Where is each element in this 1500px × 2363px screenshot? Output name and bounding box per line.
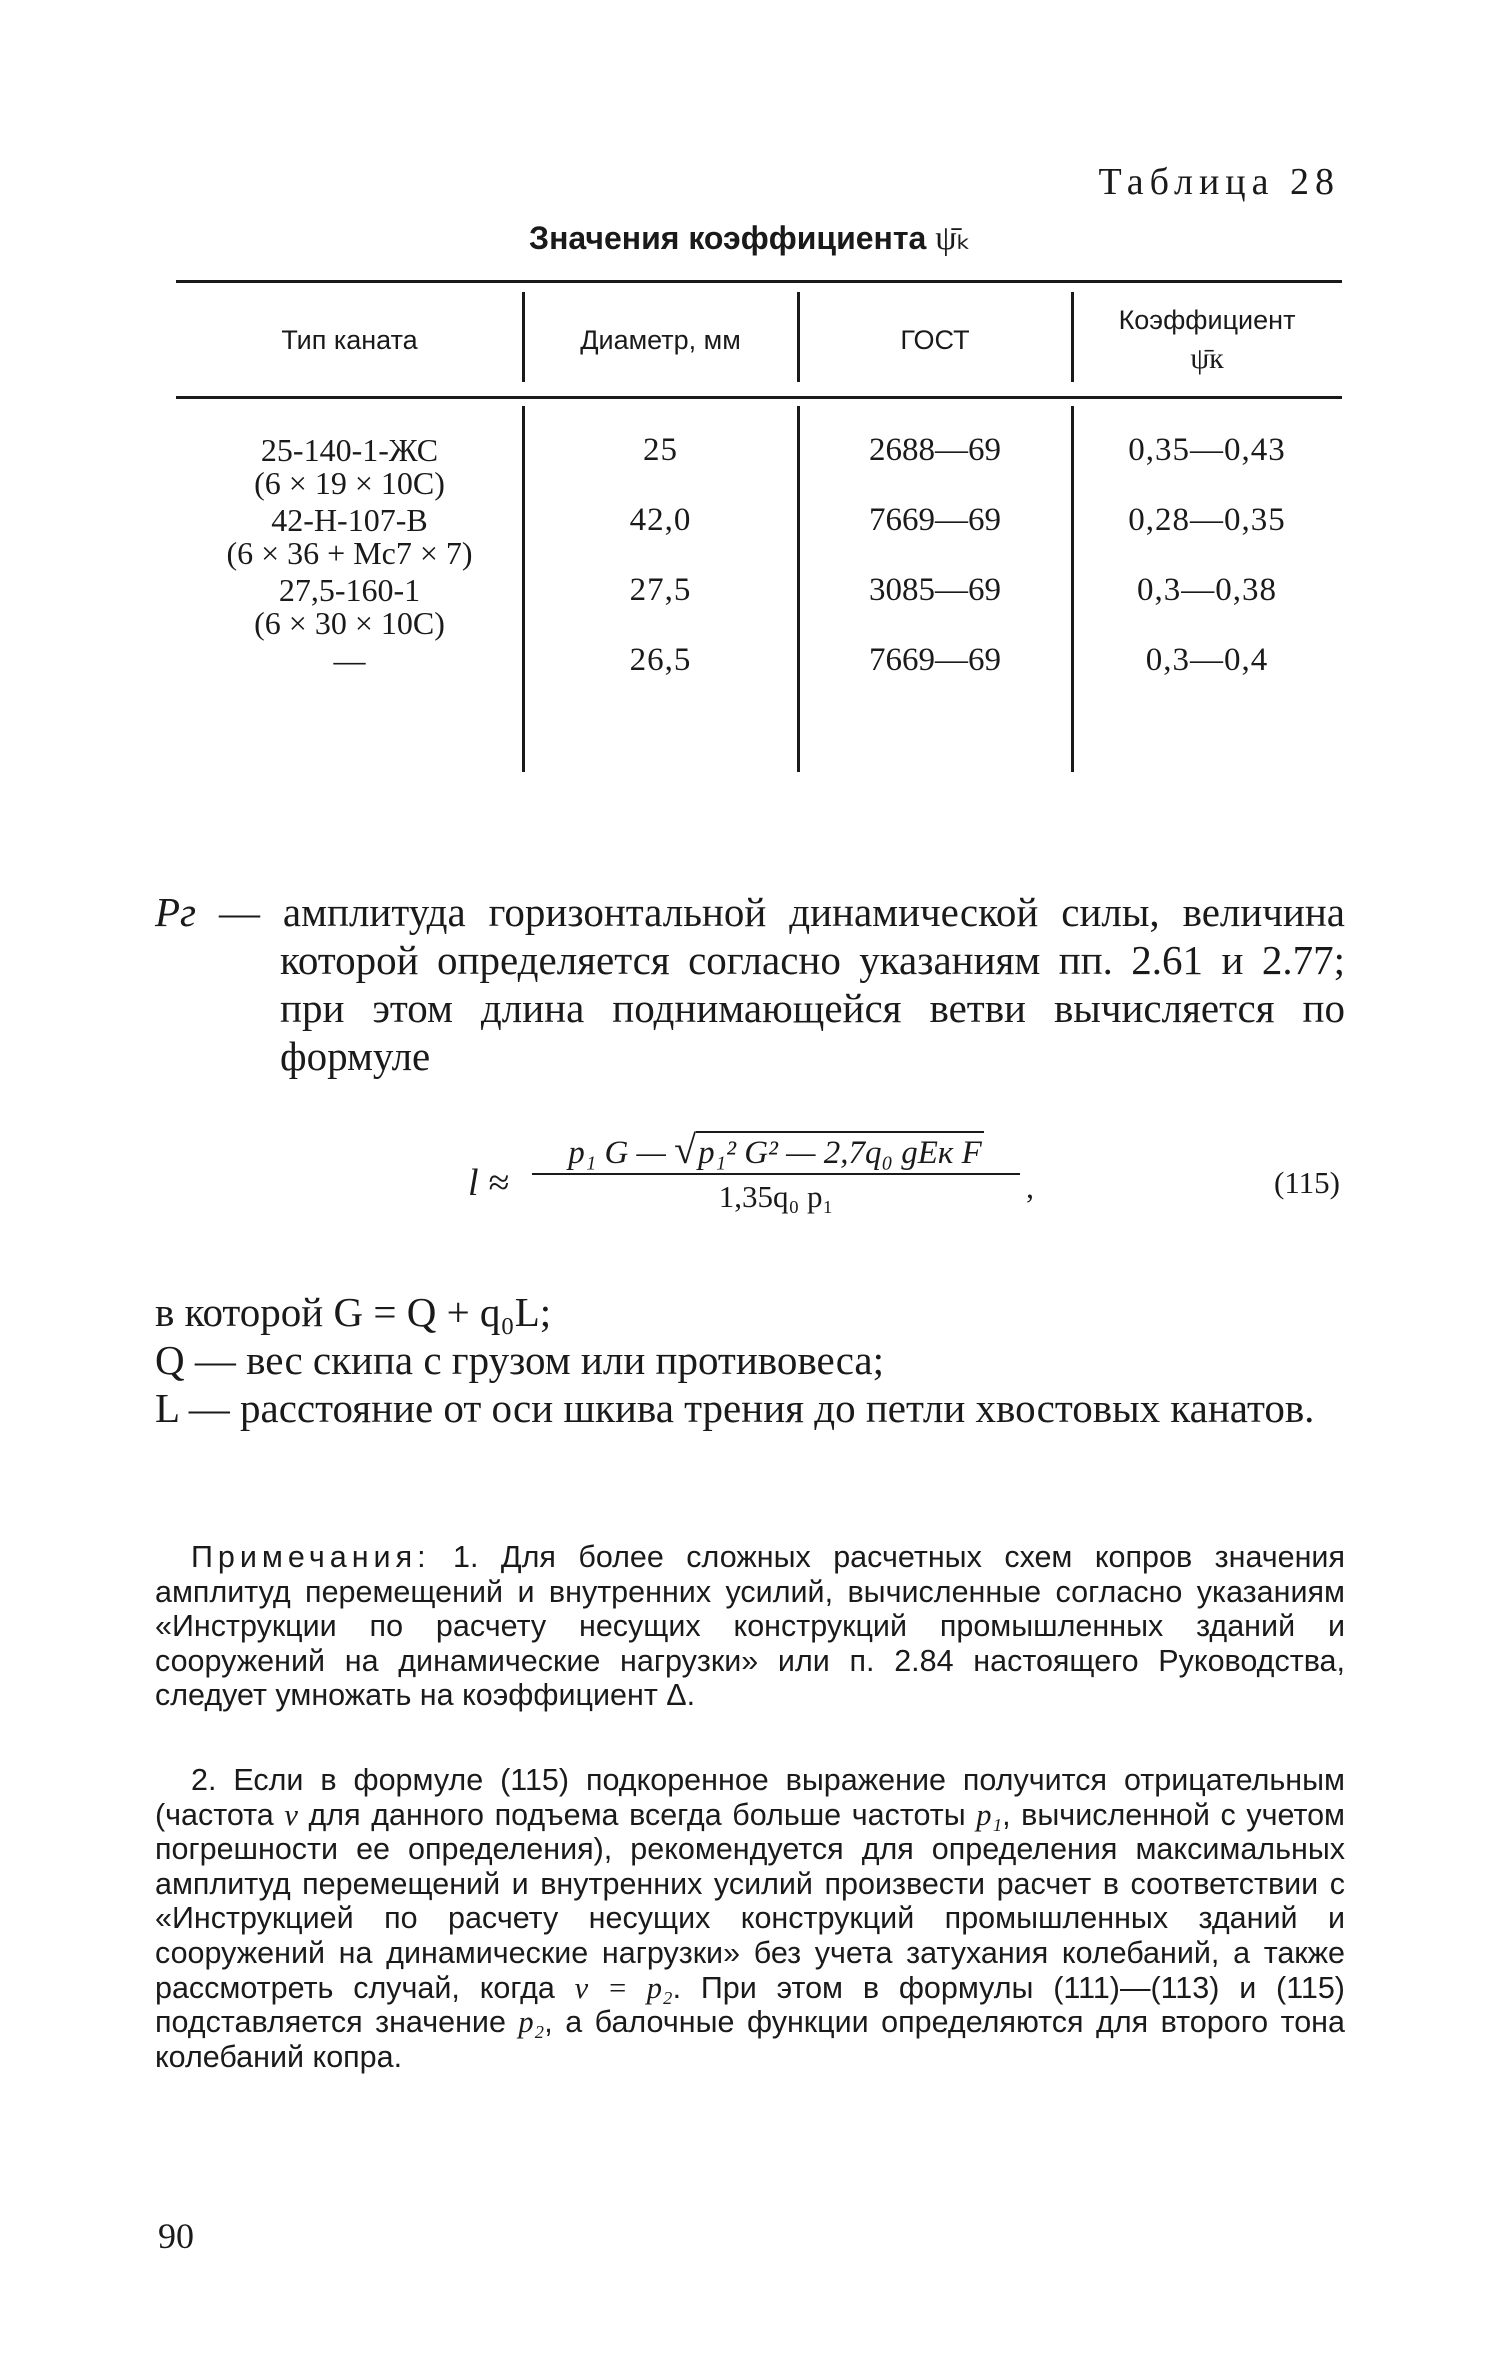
formula-definitions (155, 1288, 1345, 1432)
header-coefficient (1072, 282, 1342, 398)
header-coefficient-label: Коэффициент (1118, 304, 1296, 335)
rope-type: — (333, 642, 366, 678)
table-row (176, 398, 1342, 500)
rope-type-cell (176, 570, 523, 640)
table-caption-symbol: ψ̄ₖ (935, 220, 971, 257)
note-2 (155, 1763, 1345, 2074)
table-row (176, 500, 1342, 570)
note-2-part-2: для данного подъема всегда больше частоты (297, 1797, 977, 1832)
radicand: p₁² G² — 2,7q₀ gEк F (696, 1131, 984, 1173)
table-label: Таблица 28 (1098, 161, 1340, 203)
formula-numerator (528, 1127, 1024, 1173)
note-2-part-4: . При этом в формулы (111)—(113) и (115) подставляется значение (155, 1970, 1345, 2040)
table-caption-text: Значения коэффициента (529, 220, 936, 256)
gost-cell: 7669—69 (869, 642, 1001, 678)
definition-q: Q — вес скипа с грузом или противовеса; (155, 1337, 884, 1383)
table-row (176, 570, 1342, 640)
header-coefficient-symbol: ψ̄к (1190, 341, 1224, 375)
coefficient-cell: 0,3—0,4 (1145, 642, 1269, 678)
pr-definition-text: — амплитуда горизонтальной динамической силы, величина которой определяется согласно указаниям пп. 2.61 и 2.77; при этом длина поднимающейся ветви вычисляется по формуле (196, 889, 1345, 1079)
rope-construction: (6 × 19 × 10С) (254, 465, 445, 501)
equation-number: (115) (1274, 1165, 1340, 1200)
formula-115 (0, 1125, 1500, 1235)
notes-label: Примечания: (191, 1540, 431, 1574)
definition-g: в которой G = Q + q₀L; (155, 1289, 552, 1335)
coefficient-cell: 0,28—0,35 (1128, 502, 1286, 538)
header-gost: ГОСТ (900, 324, 970, 355)
rope-type-cell (176, 640, 523, 677)
formula-comma: , (1026, 1169, 1034, 1205)
numerator-prefix: p₁ G — (568, 1135, 675, 1171)
diameter-cell: 26,5 (629, 642, 692, 678)
nu-symbol: ν (284, 1797, 298, 1832)
rope-type: 42-Н-107-В (271, 502, 428, 538)
formula-denominator: 1,35q₀ p₁ (718, 1179, 834, 1214)
gost-cell: 3085—69 (869, 572, 1001, 608)
pr-definition (155, 888, 1345, 1080)
rope-construction: (6 × 36 + Мс7 × 7) (226, 535, 473, 571)
diameter-cell: 42,0 (629, 502, 692, 538)
table-row (176, 640, 1342, 677)
note-1 (155, 1540, 1345, 1713)
note-2-part-5: , а балочные функции определяются для второго тона колебаний копра. (155, 2005, 1345, 2074)
formula-fraction (528, 1127, 1024, 1219)
table-header-row (176, 282, 1342, 398)
diameter-cell: 27,5 (629, 572, 692, 608)
pr-definition-paragraph (155, 888, 1345, 1080)
rope-type-cell (176, 500, 523, 570)
page-number: 90 (158, 2216, 194, 2256)
pr-symbol: Pг (155, 889, 197, 935)
header-diameter: Диаметр, мм (580, 324, 741, 355)
formula-lhs: l ≈ (468, 1162, 509, 1204)
note-2-part-1: 2. Если в формуле (115) подкоренное выражение получится отрицательным (частота (155, 1763, 1345, 1832)
rope-construction: (6 × 30 × 10С) (254, 605, 445, 641)
table-caption (0, 218, 1500, 258)
diameter-cell: 25 (643, 432, 678, 468)
header-rope-type: Тип каната (281, 324, 418, 355)
note-2-part-3: , вычисленной с учетом погрешности ее определения), рекомендуется для определения максимальных амплитуд перемещений и внутренних усилий произвести расчет в соответствии с «Инструкцией по расчету несущих конструкций промышленных зданий и сооружений на динамические нагрузки» без учета затухания колебаний, а также рассмотреть случай, когда (155, 1797, 1345, 2005)
rope-type: 27,5-160-1 (278, 572, 421, 608)
rope-type: 25-140-1-ЖС (260, 432, 439, 468)
coefficient-cell: 0,3—0,38 (1137, 572, 1277, 608)
p2-symbol: p₂ (518, 2005, 545, 2040)
coefficient-cell: 0,35—0,43 (1128, 432, 1286, 468)
gost-cell: 7669—69 (869, 502, 1001, 538)
coefficient-table (176, 282, 1342, 677)
nu-equals-p2: ν = p₂ (574, 1970, 673, 2005)
note-1-text: 1. Для более сложных расчетных схем копров значения амплитуд перемещений и внутренних усилий, вычисленные согласно указаниям «Инструкции по расчету несущих конструкций промышленных зданий и сооружений на динамические нагрузки» или п. 2.84 настоящего Руководства, следует умножать на коэффициент Δ. (155, 1540, 1345, 1713)
definition-l: L — расстояние от оси шкива трения до петли хвостовых канатов. (155, 1385, 1315, 1431)
rope-type-cell (176, 398, 523, 500)
sqrt-icon: √ (674, 1127, 697, 1172)
p1-symbol: p₁ (976, 1797, 1003, 1832)
gost-cell: 2688—69 (869, 432, 1001, 468)
